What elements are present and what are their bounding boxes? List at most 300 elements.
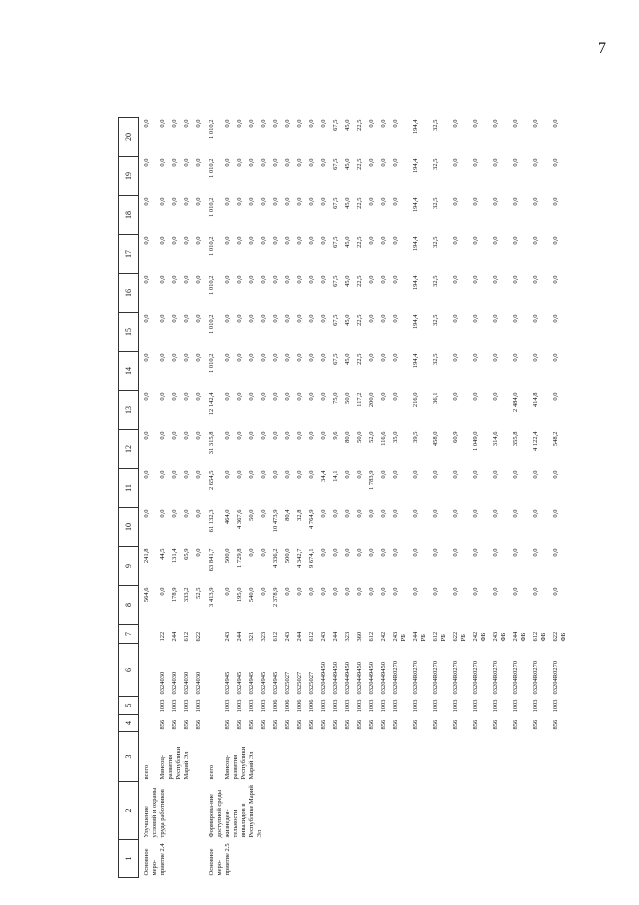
grbs-code: 856 (308, 719, 315, 730)
amount-cell: 0,0 (308, 353, 315, 362)
amount-cell: 458,0 (432, 431, 439, 447)
measure-name: Формирова-ние доступной среды жизнедея-тельности инвалидов в Республике Марий Эл (208, 785, 263, 838)
amount-cell: 0,0 (159, 236, 166, 245)
amount-cell: 2 484,0 (512, 392, 519, 412)
expense-type-code: 612 (272, 631, 279, 642)
amount-cell: 0,0 (183, 158, 190, 167)
grbs-code: 856 (392, 719, 399, 730)
amount-cell: 0,0 (392, 197, 399, 206)
total-label: всего (143, 764, 150, 780)
target-article-code: 0320449450 (356, 662, 363, 695)
expense-type-code: 242 (380, 631, 387, 642)
column-number: 10 (119, 508, 139, 547)
column-number: 14 (119, 352, 139, 391)
amount-cell: 0,0 (284, 236, 291, 245)
amount-cell: 80,4 (284, 509, 291, 521)
amount-cell: 0,0 (195, 392, 202, 401)
amount-cell: 0,0 (183, 470, 190, 479)
amount-cell: 2 378,9 (272, 587, 279, 607)
amount-cell: 67,5 (332, 275, 339, 287)
amount-cell: 0,0 (492, 197, 499, 206)
expense-type-code: 243 ФБ (492, 631, 507, 642)
expense-type-code: 242 ФБ (472, 631, 487, 642)
amount-cell: 0,0 (195, 236, 202, 245)
amount-cell: 1 010,2 (208, 197, 215, 217)
executor-name: Минсоц-развития Республики Марий Эл (224, 746, 255, 780)
amount-cell: 0,0 (320, 392, 327, 401)
amount-cell: 0,0 (143, 275, 150, 284)
amount-cell: 0,0 (183, 197, 190, 206)
amount-cell: 0,0 (236, 197, 243, 206)
column-number-row (119, 118, 139, 878)
amount-cell: 0,0 (171, 431, 178, 440)
column-number: 20 (119, 118, 139, 157)
amount-cell: 0,0 (512, 236, 519, 245)
column-number: 1 (119, 840, 139, 878)
amount-cell: 0,0 (236, 314, 243, 323)
amount-cell: 0,0 (344, 509, 351, 518)
expense-type-code: 243 (224, 631, 231, 642)
amount-cell: 0,0 (452, 548, 459, 557)
section-code: 1003 (532, 699, 539, 713)
amount-cell: 0,0 (320, 587, 327, 596)
amount-cell: 0,0 (552, 392, 559, 401)
amount-cell: 50,0 (248, 509, 255, 521)
grbs-code: 856 (380, 719, 387, 730)
measure-code: Основное меро-приятие 2.5 (208, 843, 231, 876)
amount-cell: 0,0 (320, 548, 327, 557)
amount-cell: 0,0 (532, 119, 539, 128)
amount-cell: 241,8 (143, 548, 150, 564)
amount-cell: 0,0 (344, 587, 351, 596)
expense-type-code: 244 (236, 631, 243, 642)
column-number: 19 (119, 157, 139, 196)
amount-cell: 22,5 (356, 314, 363, 326)
amount-cell: 0,0 (224, 275, 231, 284)
amount-cell: 333,2 (183, 587, 190, 603)
amount-cell: 0,0 (236, 353, 243, 362)
amount-cell: 0,0 (344, 470, 351, 479)
amount-cell: 0,0 (308, 431, 315, 440)
measure-name: Улучшение условий и охраны труда работников (143, 787, 166, 838)
amount-cell: 0,0 (143, 197, 150, 206)
grbs-code: 856 (452, 719, 459, 730)
grbs-code: 856 (159, 719, 166, 730)
amount-cell: 0,0 (171, 197, 178, 206)
amount-cell: 1 010,2 (208, 275, 215, 295)
amount-cell: 0,0 (492, 353, 499, 362)
amount-cell: 0,0 (296, 314, 303, 323)
amount-cell: 216,0 (412, 392, 419, 408)
amount-cell: 0,0 (512, 470, 519, 479)
amount-cell: 0,0 (143, 314, 150, 323)
expense-type-code: 622 РБ (452, 631, 467, 642)
amount-cell: 0,0 (380, 275, 387, 284)
amount-cell: 0,0 (248, 470, 255, 479)
amount-cell: 0,0 (236, 470, 243, 479)
amount-cell: 67,5 (332, 158, 339, 170)
target-article-code: 03204R0270 (512, 660, 519, 695)
target-article-code: 0325027 (284, 671, 291, 695)
amount-cell: 0,0 (308, 275, 315, 284)
amount-cell: 14,1 (332, 470, 339, 482)
amount-cell: 0,0 (171, 314, 178, 323)
amount-cell: 0,0 (171, 509, 178, 518)
amount-cell: 194,4 (412, 158, 419, 174)
grbs-code: 856 (183, 719, 190, 730)
amount-cell: 0,0 (472, 353, 479, 362)
grbs-code: 856 (272, 719, 279, 730)
amount-cell: 0,0 (272, 275, 279, 284)
amount-cell: 36,1 (432, 392, 439, 404)
amount-cell: 0,0 (308, 314, 315, 323)
measure-code: Основное меро-приятие 2.4 (143, 843, 166, 876)
amount-cell: 0,0 (296, 431, 303, 440)
amount-cell: 0,0 (432, 509, 439, 518)
amount-cell: 0,0 (195, 470, 202, 479)
amount-cell: 0,0 (159, 431, 166, 440)
section-code: 1003 (472, 699, 479, 713)
amount-cell: 0,0 (159, 353, 166, 362)
amount-cell: 0,0 (552, 314, 559, 323)
amount-cell: 0,0 (380, 353, 387, 362)
amount-cell: 0,0 (356, 548, 363, 557)
amount-cell: 0,0 (320, 236, 327, 245)
amount-cell: 0,0 (392, 353, 399, 362)
amount-cell: 0,0 (368, 548, 375, 557)
target-article-code: 03204R0270 (392, 660, 399, 695)
column-number: 16 (119, 274, 139, 313)
amount-cell: 194,4 (412, 197, 419, 213)
section-code: 1003 (183, 699, 190, 713)
amount-cell: 61 132,3 (208, 509, 215, 533)
amount-cell: 0,0 (472, 275, 479, 284)
amount-cell: 0,0 (159, 158, 166, 167)
section-code: 1003 (356, 699, 363, 713)
amount-cell: 9 674,1 (308, 548, 315, 568)
amount-cell: 45,0 (344, 314, 351, 326)
amount-cell: 32,8 (296, 509, 303, 521)
amount-cell: 0,0 (260, 275, 267, 284)
amount-cell: 32,5 (432, 236, 439, 248)
amount-cell: 314,6 (492, 431, 499, 447)
amount-cell: 0,0 (320, 158, 327, 167)
section-code: 1003 (171, 699, 178, 713)
empty-cell (139, 644, 157, 697)
amount-cell: 32,5 (432, 119, 439, 131)
amount-cell: 44,5 (159, 548, 166, 560)
amount-cell: 0,0 (368, 236, 375, 245)
amount-cell: 75,0 (332, 392, 339, 404)
amount-cell: 0,0 (248, 158, 255, 167)
amount-cell: 80,0 (344, 431, 351, 443)
amount-cell: 0,0 (296, 158, 303, 167)
rotated-table-container (118, 118, 638, 878)
amount-cell: 0,0 (308, 119, 315, 128)
amount-cell: 10 473,9 (272, 509, 279, 533)
amount-cell: 0,0 (143, 431, 150, 440)
amount-cell: 0,0 (452, 197, 459, 206)
amount-cell: 0,0 (552, 470, 559, 479)
amount-cell: 0,0 (368, 353, 375, 362)
amount-cell: 355,8 (512, 431, 519, 447)
amount-cell: 1 049,0 (472, 431, 479, 451)
amount-cell: 0,0 (552, 548, 559, 557)
amount-cell: 0,0 (392, 392, 399, 401)
target-article-code: 0324030 (183, 671, 190, 695)
target-article-code: 0320449450 (380, 662, 387, 695)
section-code: 1003 (380, 699, 387, 713)
amount-cell: 0,0 (532, 548, 539, 557)
empty-cell (204, 697, 221, 715)
section-code: 1003 (159, 699, 166, 713)
amount-cell: 0,0 (512, 275, 519, 284)
amount-cell: 195,0 (236, 587, 243, 603)
amount-cell: 0,0 (380, 197, 387, 206)
amount-cell: 0,0 (260, 197, 267, 206)
amount-cell: 0,0 (412, 509, 419, 518)
grbs-code: 856 (248, 719, 255, 730)
amount-cell: 0,0 (452, 119, 459, 128)
amount-cell: 45,0 (344, 158, 351, 170)
amount-cell: 0,0 (452, 314, 459, 323)
amount-cell: 0,0 (532, 314, 539, 323)
amount-cell: 0,0 (552, 236, 559, 245)
amount-cell: 0,0 (412, 587, 419, 596)
amount-cell: 0,0 (380, 158, 387, 167)
amount-cell: 0,0 (532, 509, 539, 518)
section-code: 1003 (492, 699, 499, 713)
amount-cell: 0,0 (492, 587, 499, 596)
column-number: 3 (119, 732, 139, 782)
target-article-code: 03204R0270 (532, 660, 539, 695)
column-number: 15 (119, 313, 139, 352)
column-number: 12 (119, 430, 139, 469)
amount-cell: 0,0 (224, 236, 231, 245)
amount-cell: 0,0 (472, 587, 479, 596)
amount-cell: 50,0 (356, 431, 363, 443)
empty-cell (139, 625, 157, 644)
grbs-code: 856 (472, 719, 479, 730)
target-article-code: 03204R0270 (472, 660, 479, 695)
amount-cell: 50,0 (344, 392, 351, 404)
amount-cell: 0,0 (272, 314, 279, 323)
amount-cell: 4 367,6 (236, 509, 243, 529)
amount-cell: 0,0 (272, 431, 279, 440)
expense-type-code: 622 (195, 631, 202, 642)
page-number: 7 (598, 40, 606, 57)
amount-cell: 0,0 (512, 119, 519, 128)
section-code: 1003 (195, 699, 202, 713)
amount-cell: 0,0 (344, 548, 351, 557)
target-article-code: 0324945 (236, 671, 243, 695)
section-code: 1006 (296, 699, 303, 713)
amount-cell: 32,5 (432, 197, 439, 209)
amount-cell: 0,0 (472, 314, 479, 323)
expense-type-code: 323 (344, 631, 351, 642)
amount-cell: 0,0 (260, 236, 267, 245)
amount-cell: 0,0 (248, 392, 255, 401)
amount-cell: 0,0 (308, 392, 315, 401)
target-article-code: 0324030 (159, 671, 166, 695)
amount-cell: 45,0 (344, 119, 351, 131)
amount-cell: 22,5 (356, 197, 363, 209)
amount-cell: 0,0 (412, 470, 419, 479)
amount-cell: 0,0 (552, 197, 559, 206)
amount-cell: 22,5 (356, 236, 363, 248)
amount-cell: 0,0 (183, 392, 190, 401)
grbs-code: 856 (356, 719, 363, 730)
expense-type-code: 360 (356, 631, 363, 642)
amount-cell: 0,0 (392, 314, 399, 323)
amount-cell: 116,6 (380, 431, 387, 446)
amount-cell: 0,0 (320, 119, 327, 128)
amount-cell: 0,0 (392, 119, 399, 128)
amount-cell: 0,0 (296, 470, 303, 479)
expense-type-code: 612 (308, 631, 315, 642)
amount-cell: 0,0 (296, 197, 303, 206)
amount-cell: 0,0 (368, 314, 375, 323)
empty-cell (139, 697, 157, 715)
amount-cell: 0,0 (452, 587, 459, 596)
amount-cell: 52,5 (195, 587, 202, 599)
column-number: 2 (119, 782, 139, 840)
amount-cell: 45,0 (344, 353, 351, 365)
amount-cell: 0,0 (296, 392, 303, 401)
amount-cell: 0,0 (392, 548, 399, 557)
column-number: 13 (119, 391, 139, 430)
amount-cell: 464,0 (224, 509, 231, 525)
amount-cell: 67,5 (332, 314, 339, 326)
target-article-code: 03204R0270 (492, 660, 499, 695)
amount-cell: 0,0 (272, 470, 279, 479)
amount-cell: 0,0 (195, 275, 202, 284)
amount-cell: 0,0 (224, 587, 231, 596)
grbs-code: 856 (412, 719, 419, 730)
amount-cell: 0,0 (492, 392, 499, 401)
grbs-code: 856 (195, 719, 202, 730)
amount-cell: 0,0 (224, 353, 231, 362)
amount-cell: 0,0 (260, 587, 267, 596)
column-number: 18 (119, 196, 139, 235)
section-code: 1003 (432, 699, 439, 713)
amount-cell: 4 122,4 (532, 431, 539, 451)
amount-cell: 0,0 (308, 236, 315, 245)
amount-cell: 0,0 (512, 197, 519, 206)
amount-cell: 178,9 (171, 587, 178, 603)
amount-cell: 0,0 (260, 509, 267, 518)
expense-type-code: 321 (248, 631, 255, 642)
amount-cell: 0,0 (159, 275, 166, 284)
amount-cell: 0,0 (492, 158, 499, 167)
table-row (156, 118, 168, 878)
amount-cell: 0,0 (260, 314, 267, 323)
amount-cell: 0,0 (236, 431, 243, 440)
amount-cell: 39,5 (412, 431, 419, 443)
amount-cell: 0,0 (392, 158, 399, 167)
amount-cell: 0,0 (248, 314, 255, 323)
expense-type-code: 622 ФБ (552, 631, 567, 642)
amount-cell: 4 764,9 (308, 509, 315, 529)
amount-cell: 31 315,8 (208, 431, 215, 455)
column-number: 17 (119, 235, 139, 274)
table-row-total (204, 118, 221, 878)
grbs-code: 856 (296, 719, 303, 730)
amount-cell: 45,0 (344, 275, 351, 287)
target-article-code: 0320449450 (368, 662, 375, 695)
amount-cell: 45,0 (344, 197, 351, 209)
amount-cell: 0,0 (195, 509, 202, 518)
amount-cell: 67,5 (332, 197, 339, 209)
amount-cell: 0,0 (248, 197, 255, 206)
empty-cell (204, 625, 221, 644)
target-article-code: 0324030 (171, 671, 178, 695)
amount-cell: 0,0 (308, 470, 315, 479)
amount-cell: 0,0 (248, 548, 255, 557)
expense-type-code: 612 (368, 631, 375, 642)
column-number: 9 (119, 547, 139, 586)
amount-cell: 0,0 (248, 119, 255, 128)
amount-cell: 0,0 (260, 353, 267, 362)
column-number: 11 (119, 469, 139, 508)
amount-cell: 0,0 (552, 158, 559, 167)
amount-cell: 0,0 (492, 470, 499, 479)
amount-cell: 0,0 (272, 236, 279, 245)
target-article-code: 0324030 (195, 671, 202, 695)
total-label: всего (208, 764, 215, 780)
amount-cell: 0,0 (195, 119, 202, 128)
grbs-code: 856 (332, 719, 339, 730)
amount-cell: 0,0 (332, 587, 339, 596)
amount-cell: 0,0 (260, 392, 267, 401)
grbs-code: 856 (532, 719, 539, 730)
amount-cell: 0,0 (472, 236, 479, 245)
amount-cell: 0,0 (320, 197, 327, 206)
amount-cell: 548,2 (552, 431, 559, 447)
amount-cell: 0,0 (552, 587, 559, 596)
target-article-code: 03204R0270 (452, 660, 459, 695)
amount-cell: 0,0 (380, 392, 387, 401)
grbs-code: 856 (344, 719, 351, 730)
amount-cell: 0,0 (159, 197, 166, 206)
amount-cell: 0,0 (159, 587, 166, 596)
amount-cell: 22,5 (356, 119, 363, 131)
amount-cell: 0,0 (272, 353, 279, 362)
amount-cell: 0,0 (248, 431, 255, 440)
amount-cell: 52,0 (368, 431, 375, 443)
amount-cell: 0,0 (320, 509, 327, 518)
amount-cell: 0,0 (143, 158, 150, 167)
amount-cell: 0,0 (392, 509, 399, 518)
amount-cell: 0,0 (260, 158, 267, 167)
section-code: 1006 (284, 699, 291, 713)
amount-cell: 0,0 (260, 470, 267, 479)
amount-cell: 0,0 (368, 509, 375, 518)
amount-cell: 0,0 (432, 470, 439, 479)
empty-cell (204, 715, 221, 732)
amount-cell: 0,0 (308, 158, 315, 167)
amount-cell: 0,0 (171, 119, 178, 128)
amount-cell: 0,0 (308, 587, 315, 596)
section-code: 1003 (412, 699, 419, 713)
section-code: 1003 (224, 699, 231, 713)
amount-cell: 0,0 (392, 587, 399, 596)
amount-cell: 0,0 (159, 392, 166, 401)
section-code: 1003 (248, 699, 255, 713)
amount-cell: 0,0 (472, 158, 479, 167)
amount-cell: 0,0 (143, 119, 150, 128)
amount-cell: 0,0 (272, 158, 279, 167)
